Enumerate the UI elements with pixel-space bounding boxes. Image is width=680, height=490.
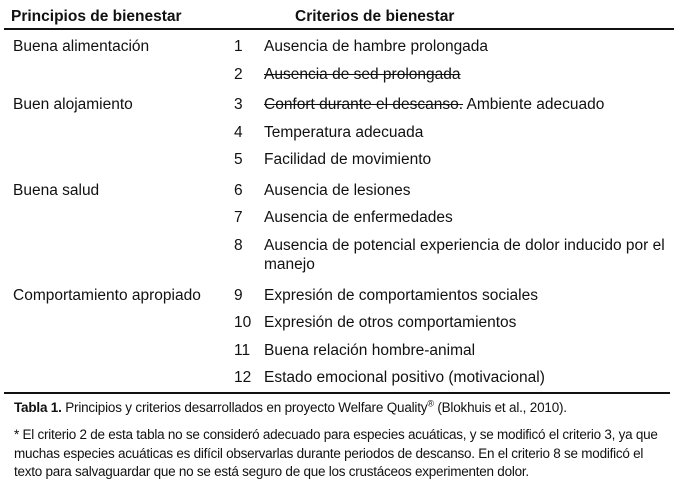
- criterion-number: 11: [234, 342, 251, 359]
- criterion-number: 7: [234, 209, 243, 226]
- criterion-number: 5: [234, 151, 243, 168]
- table-footnote: * El criterio 2 de esta tabla no se consideró adecuado para especies acuáticas, y se modificó el criterio 3, ya que muchas especies acuáticas es difícil observarlas durante periodos de descanso. En el criterio 8 se modificó el texto para salvaguardar que no se está seguro de que los crustáceos experimenten dolor.: [14, 427, 658, 479]
- criterion-number: 4: [234, 124, 243, 141]
- criterion-text: Temperatura adecuada: [264, 124, 424, 141]
- table-bottom-rule: [4, 392, 670, 394]
- criterion-text: [264, 65, 669, 84]
- caption-text: Principios y criterios desarrollados en proyecto Welfare Quality: [61, 400, 428, 415]
- principle-label: Buen alojamiento: [13, 96, 133, 113]
- principle-label: Buena alimentación: [13, 38, 150, 55]
- caption-label: Tabla 1.: [14, 400, 62, 415]
- criterion-text: Expresión de otros comportamientos: [264, 314, 517, 331]
- criterion-number: 6: [234, 182, 243, 199]
- criterion-text: Ausencia de hambre prolongada: [264, 38, 489, 55]
- criterion-number: 2: [234, 66, 243, 83]
- criterion-text: Ausencia de lesiones: [264, 182, 411, 199]
- header-principles: Principios de bienestar: [11, 8, 182, 25]
- criterion-number: 1: [234, 38, 243, 55]
- table-header: [4, 0, 674, 30]
- registered-mark: ®: [427, 398, 434, 409]
- welfare-table: [4, 0, 674, 386]
- criterion-text: [264, 95, 669, 114]
- struck-criterion-text: Ausencia de sed prolongada: [264, 66, 461, 83]
- criterion-text: Estado emocional positivo (motivacional): [264, 369, 545, 386]
- principle-label: Comportamiento apropiado: [13, 287, 201, 304]
- criterion-text: Expresión de comportamientos sociales: [264, 287, 538, 304]
- principle-label: Buena salud: [13, 182, 100, 199]
- struck-criterion-text: Confort durante el descanso.: [264, 96, 464, 113]
- header-criteria: Criterios de bienestar: [295, 8, 455, 25]
- criterion-text: Ausencia de potencial experiencia de dolor inducido por el manejo: [264, 237, 665, 273]
- criterion-text: Ausencia de enfermedades: [264, 209, 453, 226]
- criterion-number: 12: [234, 369, 252, 386]
- criterion-text: Facilidad de movimiento: [264, 151, 432, 168]
- criterion-number: 10: [234, 314, 252, 331]
- criterion-number: 8: [234, 237, 243, 254]
- table-caption: [14, 398, 669, 417]
- criterion-text: Buena relación hombre-animal: [264, 342, 476, 359]
- criterion-number: 9: [234, 287, 243, 304]
- criterion-replacement-text: Ambiente adecuado: [463, 96, 605, 113]
- caption-citation: (Blokhuis et al., 2010).: [433, 400, 567, 415]
- criterion-number: 3: [234, 96, 243, 113]
